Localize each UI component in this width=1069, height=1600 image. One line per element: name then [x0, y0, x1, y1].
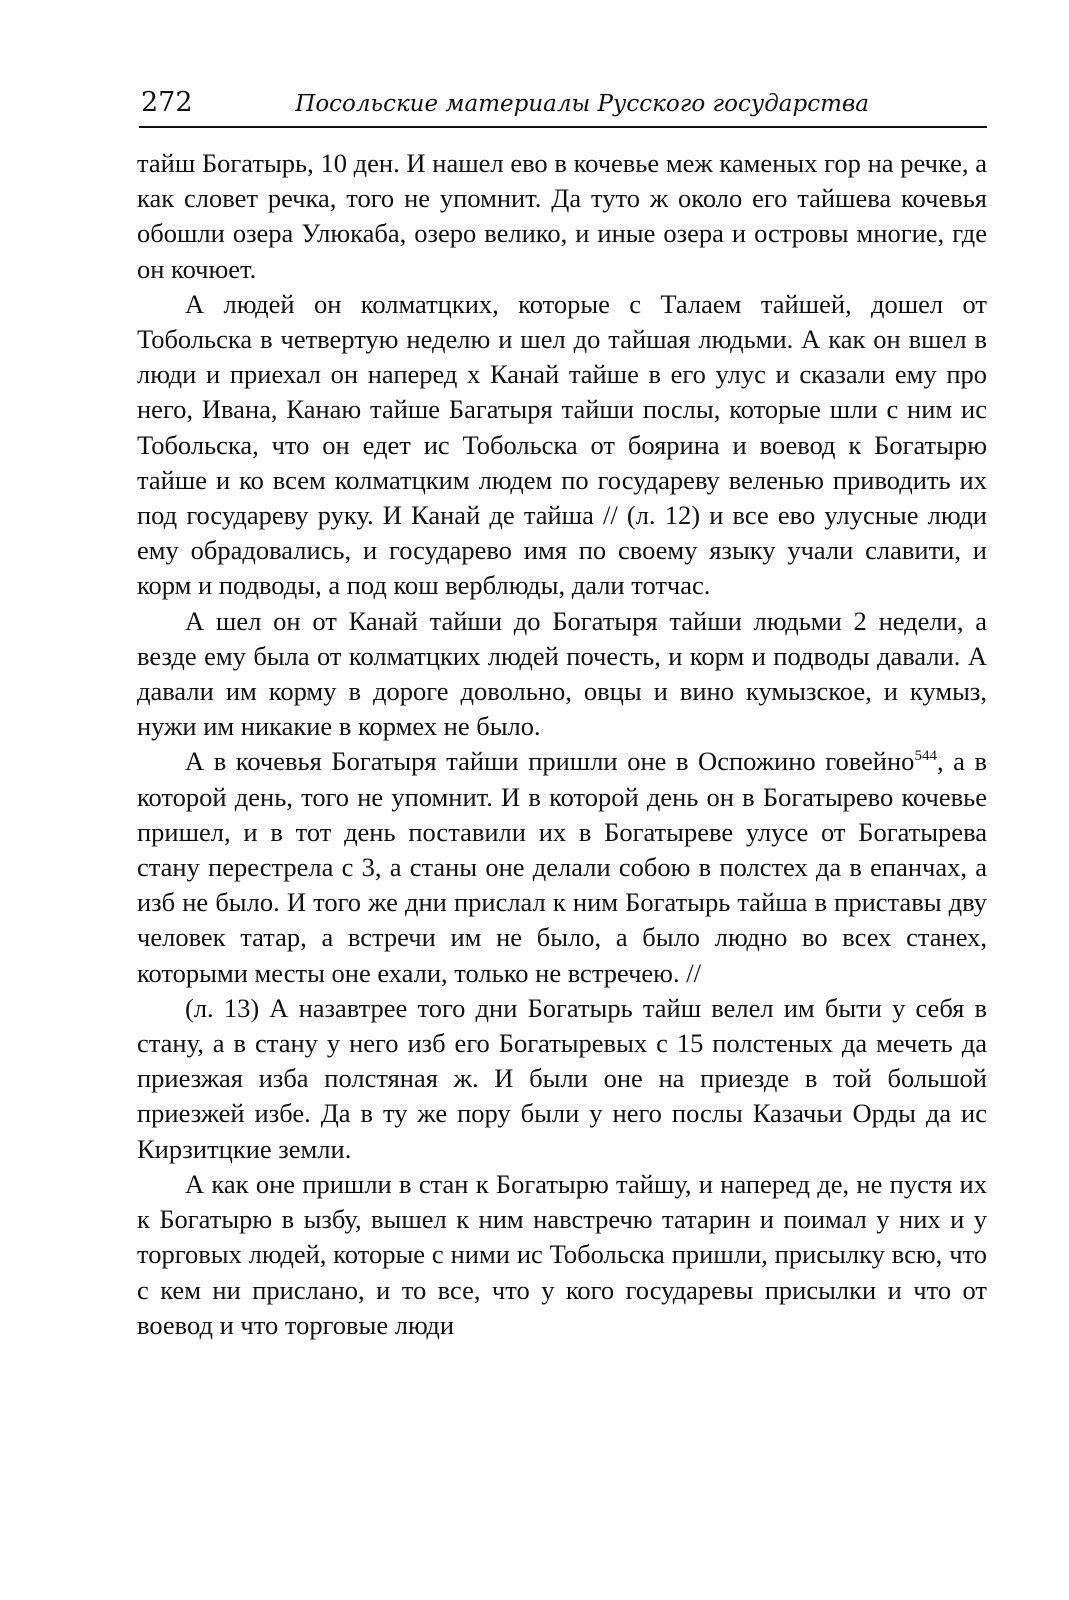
paragraph-text: А как оне пришли в стан к Богатырю тайшу, и наперед де, не пустя их к Богатырю в ызбу, вышел к ним навстречю татарин и поимал у них и у торговых людей, которые с ними ис Тобольска пришли, присылку всю, что с кем ни прислано, и то все, что у кого государевы присылки и что от воевод и что торговые люди — [137, 1168, 987, 1340]
paragraph-text: (л. 13) А назавтрее того дни Богатырь тайш велел им быти у себя в стану, а в стану у него изб его Богатыревых с 15 полстеных да мечеть да приезжая изба полстяная ж. И были оне на приезде в той большой приезжей избе. Да в ту же пору были у него послы Казачьи Орды да ис Кирзитцкие земли. — [137, 992, 987, 1164]
paragraph-text: А людей он колматцких, которые с Талаем тайшей, дошел от Тобольска в четвертую неделю и шел до тайшая людьми. А как он вшел в люди и приехал он наперед х Канай тайше в его улус и сказали ему про него, Ивана, Канаю тайше Багатыря тайши послы, которые шли с ним ис Тобольска, что он едет ис Тобольска от боярина и воевод к Богатырю тайше и ко всем колматцким людем по государеву веленью приводить их под государеву руку. И Канай де тайша // (л. 12) и все ево улусные люди ему обрадовались, и государево имя по своему языку учали славити, и корм и подводы, а под кош верблюды, дали тотчас. — [137, 288, 987, 601]
running-title: Посольские материалы Русского государства — [295, 91, 869, 117]
paragraph-text: тайш Богатырь, 10 ден. И нашел ево в кочевье меж каменых гор на речке, а как словет речка, того не упомнит. Да туто ж около его тайшева кочевья обошли озера Улюкаба, озеро велико, и иные озера и островы многие, где он кочюет. — [137, 148, 987, 284]
paragraph-text: А шел он от Канай тайши до Богатыря тайши людьми 2 недели, а везде ему была от колматцких людей почесть, и корм и подводы давали. А давали им корму в дороге довольно, овцы и вино кумызское, и кумыз, нужи им никакие в кормех не было. — [137, 605, 987, 742]
paragraph-4 — [137, 744, 987, 990]
footnote-marker[interactable]: 544 — [914, 748, 937, 765]
page-number: 272 — [141, 87, 193, 118]
paragraph-2 — [137, 287, 987, 604]
paragraph-5 — [137, 991, 987, 1167]
page-header — [139, 82, 987, 128]
body-text — [137, 146, 987, 1343]
paragraph-text: А в кочевья Богатыря тайши пришли оне в Оспожино говейно — [185, 746, 915, 777]
paragraph-3 — [137, 604, 987, 745]
paragraph-1 — [137, 146, 987, 287]
paragraph-text-continued: , а в которой день, того не упомнит. И в которой день он в Богатырево кочевье пришел, и в тот день поставили их в Богатыреве улусе от Богатырева стану перестрела с 3, а станы оне делали собою в полстех да в епанчах, а изб не было. И того же дни прислал к ним Богатырь тайша в приставы дву человек татар, а встречи им не было, а было людно во всех станех, которыми месты оне ехали, только не встречею. // — [137, 746, 987, 988]
paragraph-6 — [137, 1167, 987, 1343]
